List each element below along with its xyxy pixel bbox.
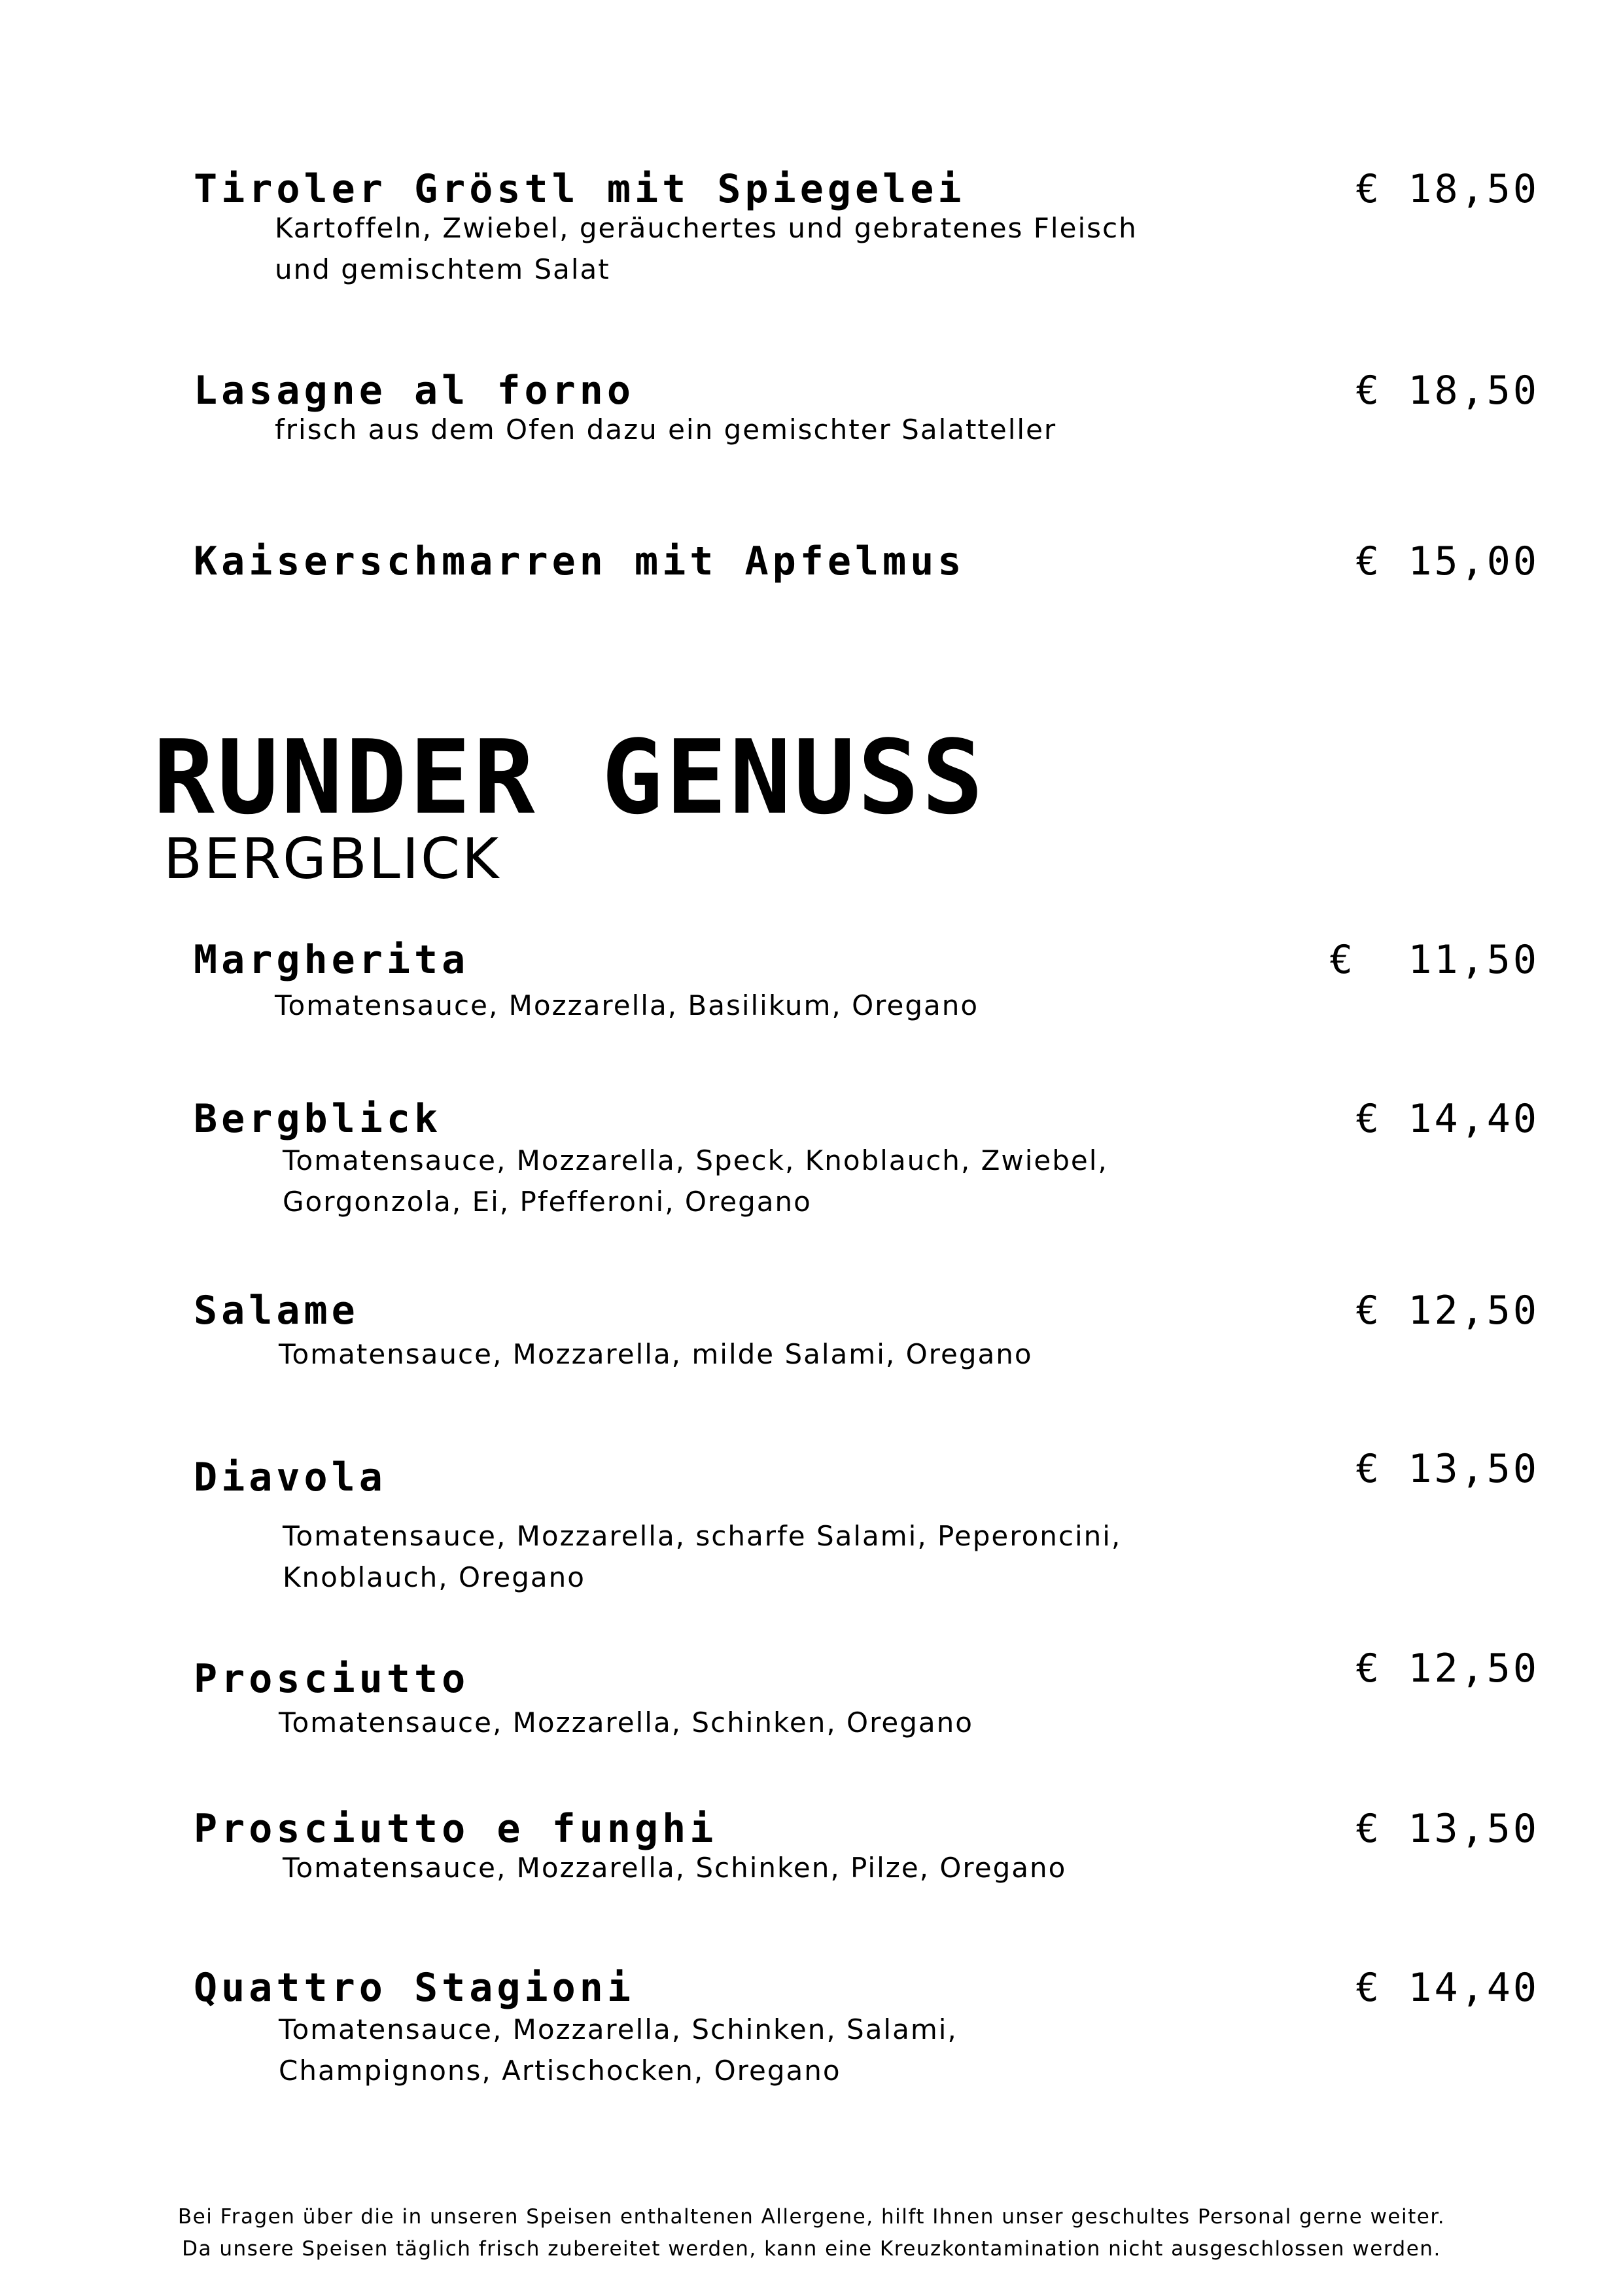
item-description (275, 207, 1138, 290)
item-price: € 12,50 (1355, 1646, 1539, 1691)
item-price: € 18,50 (1355, 166, 1539, 212)
item-name: Margherita (194, 937, 470, 983)
item-description-line: frisch aus dem Ofen dazu ein gemischter Salatteller (275, 414, 1057, 446)
item-description-line: Tomatensauce, Mozzarella, Basilikum, Oregano (275, 989, 979, 1021)
item-description-line: Tomatensauce, Mozzarella, scharfe Salami, Peperoncini, (283, 1520, 1122, 1552)
item-name: Salame (194, 1288, 359, 1333)
item-name: Kaiserschmarren mit Apfelmus (194, 539, 966, 584)
item-description (283, 1140, 1108, 1222)
item-price: € 13,50 (1355, 1446, 1539, 1492)
item-price: € 11,50 (1329, 937, 1539, 983)
item-price: € 12,50 (1355, 1288, 1539, 1333)
item-description-line: Tomatensauce, Mozzarella, Schinken, Oregano (279, 1706, 973, 1739)
item-description (279, 1333, 1033, 1375)
item-description-line: Tomatensauce, Mozzarella, Schinken, Salami, (279, 2013, 958, 2045)
item-description (279, 1702, 973, 1743)
item-description-line: Tomatensauce, Mozzarella, Speck, Knoblauch, Zwiebel, (283, 1144, 1108, 1176)
item-price: € 14,40 (1355, 1965, 1539, 2011)
item-description-line: Tomatensauce, Mozzarella, milde Salami, Oregano (279, 1338, 1033, 1370)
item-name: Prosciutto e funghi (194, 1806, 718, 1852)
item-name: Quattro Stagioni (194, 1965, 635, 2011)
item-description-line: Knoblauch, Oregano (283, 1561, 585, 1593)
item-description (283, 1847, 1066, 1888)
item-name: Diavola (194, 1455, 387, 1500)
item-name: Bergblick (194, 1096, 442, 1142)
item-description (275, 409, 1056, 450)
section-subtitle: BERGBLICK (164, 826, 501, 892)
item-price: € 14,40 (1355, 1096, 1539, 1142)
item-price: € 13,50 (1355, 1806, 1539, 1852)
item-description (275, 985, 979, 1026)
item-name: Tiroler Gröstl mit Spiegelei (194, 166, 966, 212)
item-description-line: Gorgonzola, Ei, Pfefferoni, Oregano (283, 1186, 812, 1218)
item-price: € 18,50 (1355, 368, 1539, 414)
item-description-line: und gemischtem Salat (275, 253, 610, 285)
item-description-line: Tomatensauce, Mozzarella, Schinken, Pilze, Oregano (283, 1852, 1067, 1884)
item-description (283, 1515, 1121, 1598)
allergen-note: Bei Fragen über die in unseren Speisen enthaltenen Allergene, hilft Ihnen unser geschultes Personal gerne weiter. (177, 2205, 1446, 2229)
section-title: RUNDER GENUSS (153, 718, 986, 837)
item-description-line: Champignons, Artischocken, Oregano (279, 2055, 841, 2087)
item-description (279, 2009, 958, 2091)
contamination-note: Da unsere Speisen täglich frisch zubereitet werden, kann eine Kreuzkontamination nicht ausgeschlossen werden. (182, 2237, 1441, 2261)
item-name: Lasagne al forno (194, 368, 635, 414)
item-description-line: Kartoffeln, Zwiebel, geräuchertes und gebratenes Fleisch (275, 212, 1138, 244)
item-name: Prosciutto (194, 1656, 470, 1702)
item-price: € 15,00 (1355, 539, 1539, 584)
